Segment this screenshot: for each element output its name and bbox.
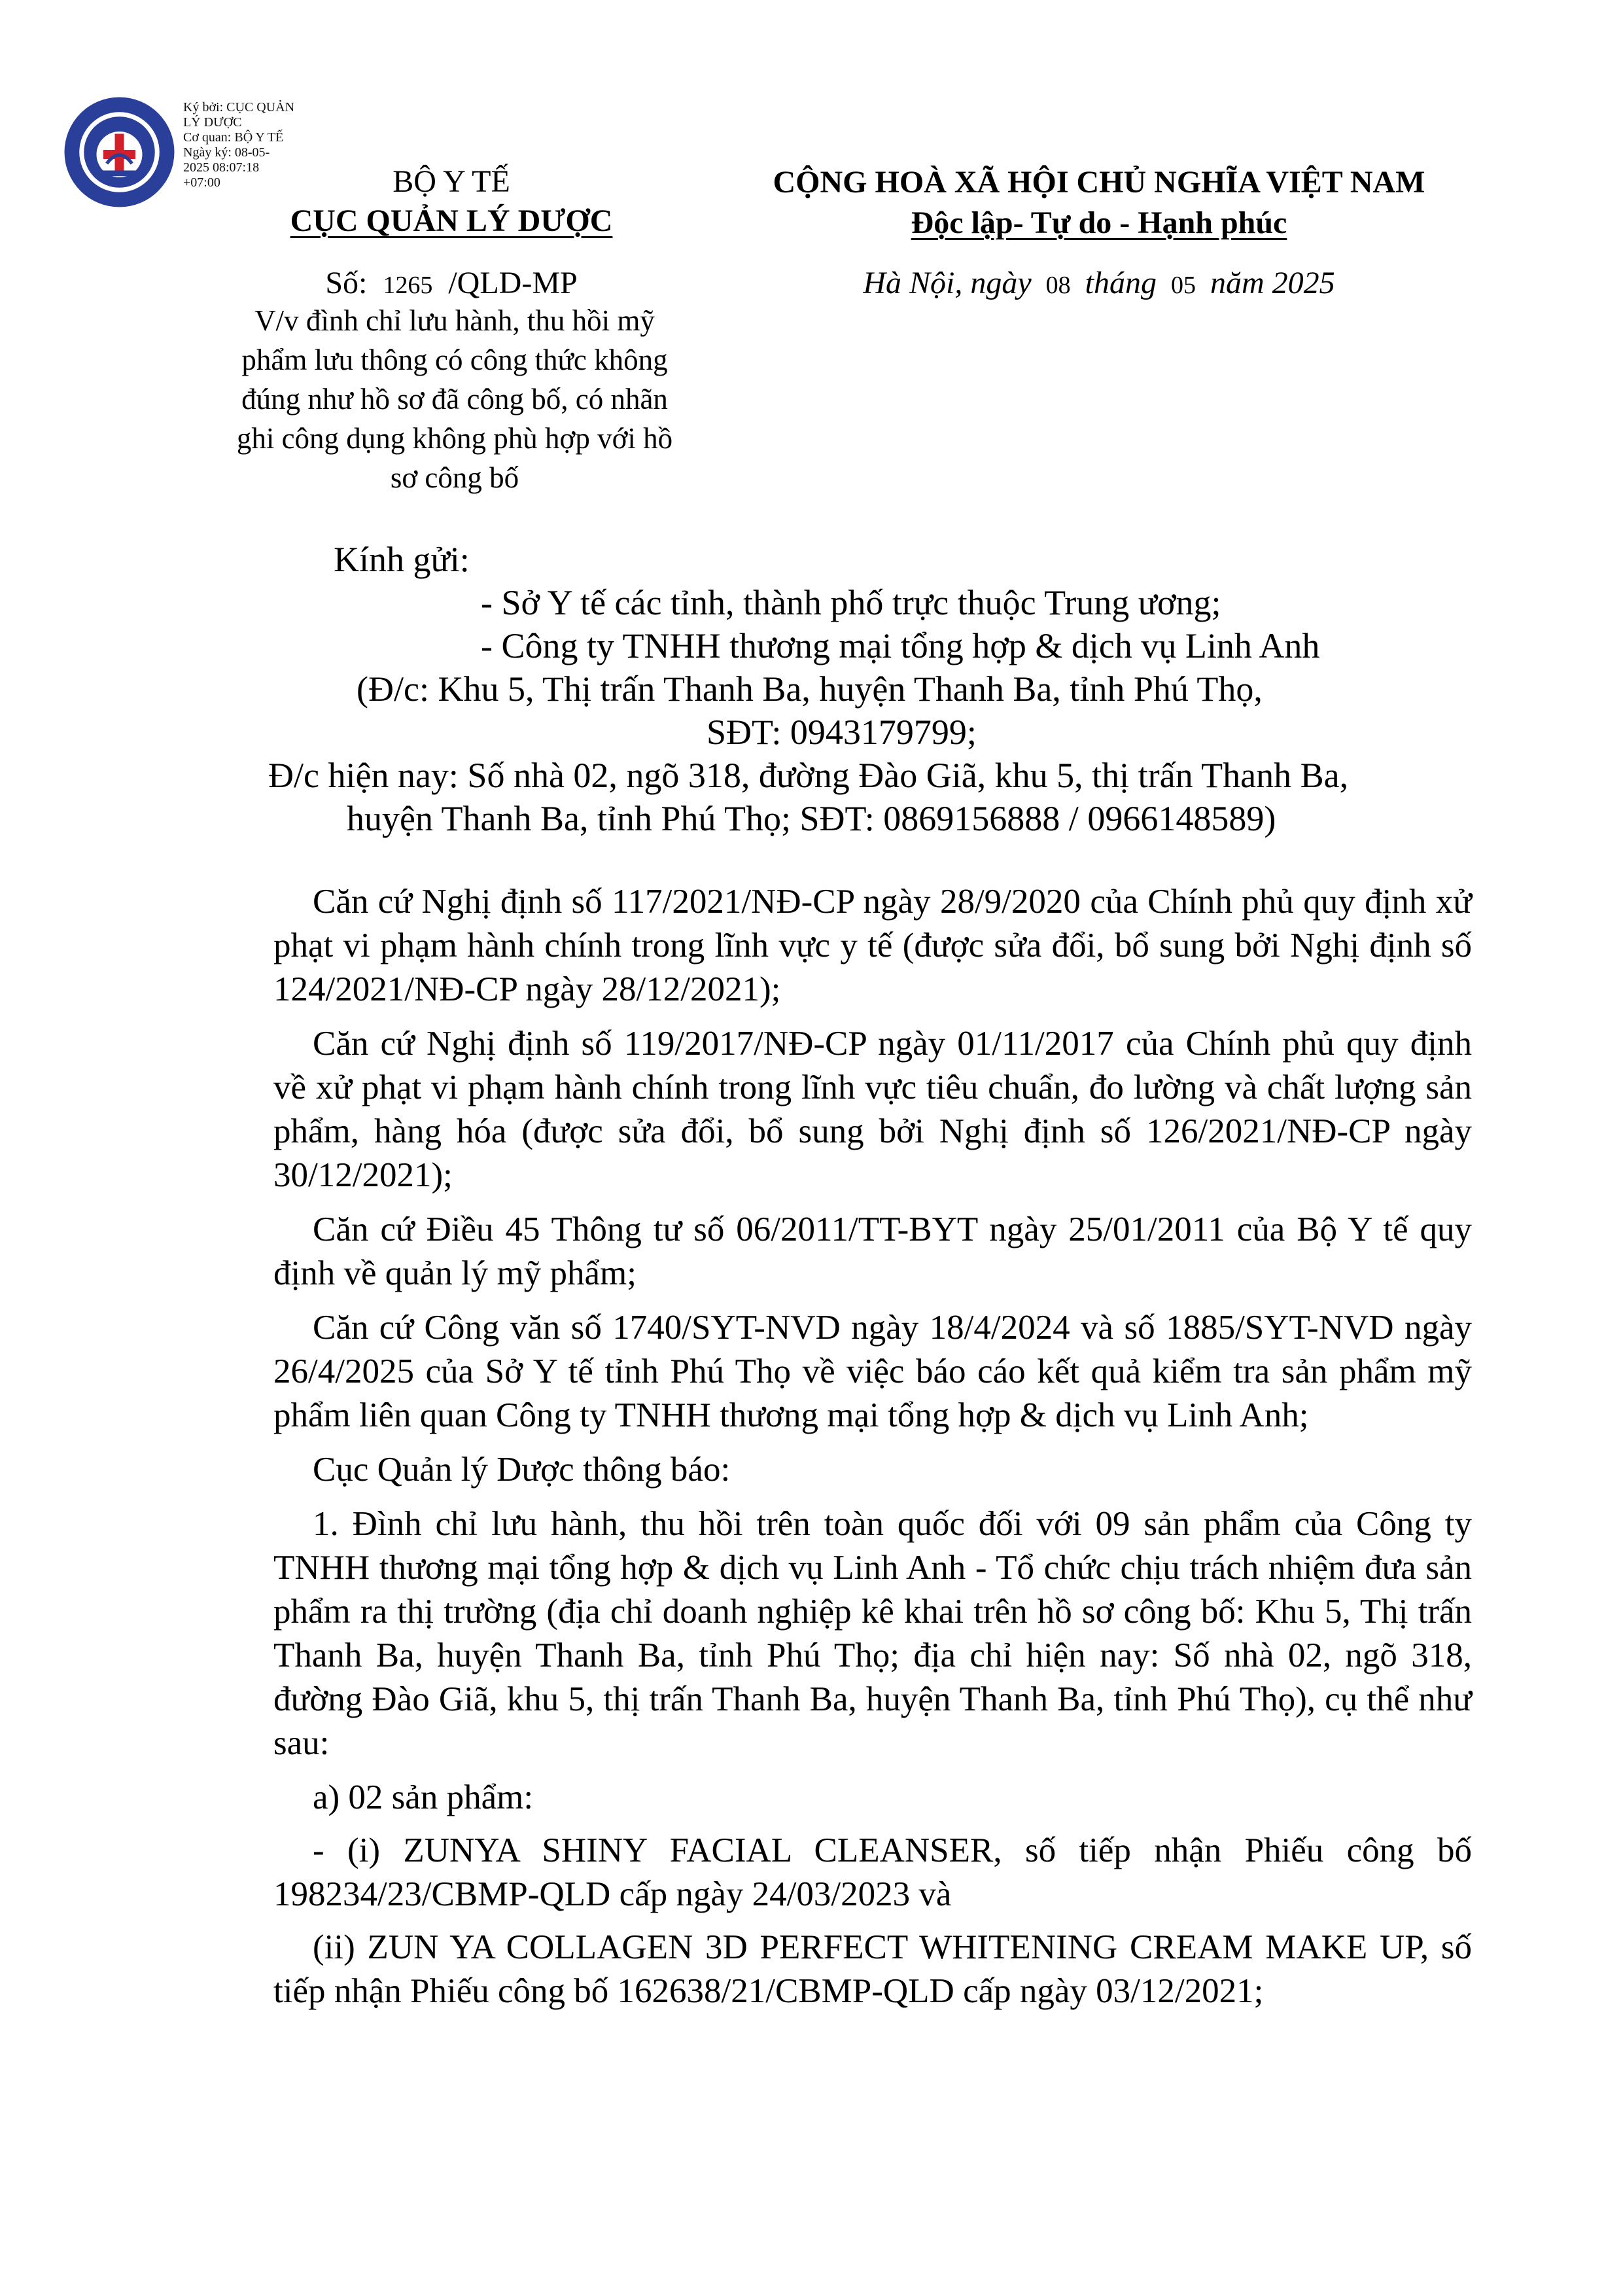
decision-item-1: 1. Đình chỉ lưu hành, thu hồi trên toàn quốc đối với 09 sản phẩm của Công ty TNHH thương mại tổng hợp & dịch vụ Linh Anh - Tổ chức chịu trách nhiệm đưa sản phẩm ra thị trường (địa chỉ doanh nghiệp kê khai trên hồ sơ công bố: Khu 5, Thị trấn Thanh Ba, huyện Thanh Ba, tỉnh Phú Thọ; địa chỉ hiện nay: Số nhà 02, ngõ 318, đường Đào Giã, khu 5, thị trấn Thanh Ba, huyện Thanh Ba, tỉnh Phú Thọ), cụ thể như sau: — [273, 1505, 1472, 1762]
doc-number-prefix: Số: — [325, 266, 368, 300]
sig-signed-by: Ký bởi: CỤC QUẢN — [183, 100, 295, 115]
basis-paragraph-3: Căn cứ Điều 45 Thông tư số 06/2011/TT-BYT ngày 25/01/2011 của Bộ Y tế quy định về quản lý mỹ phẩm; — [273, 1210, 1472, 1292]
doc-number-suffix: /QLD-MP — [448, 266, 578, 300]
national-motto: Độc lập- Tự do - Hạnh phúc — [911, 205, 1287, 240]
ministry-name: BỘ Y TẾ — [393, 164, 510, 199]
recipients-title: Kính gửi: — [334, 540, 470, 579]
place-label: Hà Nội, ngày — [863, 266, 1032, 300]
department-name: CỤC QUẢN LÝ DƯỢC — [290, 203, 613, 238]
sig-signed-by-cont: LÝ DƯỢC — [183, 115, 242, 130]
place-date — [707, 264, 1492, 305]
recipient-line-6: huyện Thanh Ba, tỉnh Phú Thọ; SĐT: 0869156888 / 0966148589) — [347, 799, 1276, 838]
sig-agency: Cơ quan: BỘ Y TẾ — [183, 130, 284, 145]
sig-tz: +07:00 — [183, 175, 220, 190]
date-day: 08 — [1045, 272, 1071, 299]
recipient-line-3: (Đ/c: Khu 5, Thị trấn Thanh Ba, huyện Thanh Ba, tỉnh Phú Thọ, — [357, 669, 1263, 709]
recipient-line-2: - Công ty TNHH thương mại tổng hợp & dịch vụ Linh Anh — [481, 626, 1320, 665]
announcement-intro: Cục Quản lý Dược thông báo: — [313, 1451, 731, 1489]
recipient-line-1: - Sở Y tế các tỉnh, thành phố trực thuộc Trung ương; — [481, 583, 1221, 622]
document-number — [216, 264, 687, 305]
document-body — [273, 880, 1472, 2022]
basis-paragraph-1: Căn cứ Nghị định số 117/2021/NĐ-CP ngày 28/9/2020 của Chính phủ quy định xử phạt vi phạm hành chính trong lĩnh vực y tế (được sửa đổi, bổ sung bởi Nghị định số 124/2021/NĐ-CP ngày 28/12/2021); — [273, 883, 1472, 1008]
country-name: CỘNG HOÀ XÃ HỘI CHỦ NGHĨA VIỆT NAM — [773, 165, 1425, 200]
document-subject: V/v đình chỉ lưu hành, thu hồi mỹ phẩm lưu thông có công thức không đúng như hồ sơ đã công bố, có nhãn ghi công dụng không phù hợp với hồ sơ công bố — [236, 304, 673, 494]
date-month: 05 — [1171, 272, 1196, 299]
issuer-header — [216, 162, 687, 241]
basis-paragraph-2: Căn cứ Nghị định số 119/2017/NĐ-CP ngày 01/11/2017 của Chính phủ quy định về xử phạt vi phạm hành chính trong lĩnh vực tiêu chuẩn, đo lường và chất lượng sản phẩm, hàng hóa (được sửa đổi, bổ sung bởi Nghị định số 126/2021/NĐ-CP ngày 30/12/2021); — [273, 1025, 1472, 1194]
product-item-ii: (ii) ZUN YA COLLAGEN 3D PERFECT WHITENING CREAM MAKE UP, số tiếp nhận Phiếu công bố 162638/21/CBMP-QLD cấp ngày 03/12/2021; — [273, 1928, 1472, 2010]
recipient-line-5: Đ/c hiện nay: Số nhà 02, ngõ 318, đường Đào Giã, khu 5, thị trấn Thanh Ba, — [268, 756, 1349, 795]
basis-paragraph-4: Căn cứ Công văn số 1740/SYT-NVD ngày 18/4/2024 và số 1885/SYT-NVD ngày 26/4/2025 của Sở Y tế tỉnh Phú Thọ về việc báo cáo kết quả kiểm tra sản phẩm mỹ phẩm liên quan Công ty TNHH thương mại tổng hợp & dịch vụ Linh Anh; — [273, 1309, 1472, 1434]
doc-number: 1265 — [383, 272, 433, 299]
sig-date-cont: 2025 08:07:18 — [183, 160, 260, 175]
month-label: tháng — [1085, 266, 1157, 300]
sig-date: Ngày ký: 08-05- — [183, 145, 270, 160]
date-year: năm 2025 — [1210, 266, 1335, 300]
recipient-line-4: SĐT: 0943179799; — [707, 713, 977, 752]
product-item-i: - (i) ZUNYA SHINY FACIAL CLEANSER, số tiếp nhận Phiếu công bố 198234/23/CBMP-QLD cấp ngày 24/03/2023 và — [273, 1831, 1472, 1913]
products-group-a: a) 02 sản phẩm: — [313, 1778, 534, 1816]
ministry-seal-icon — [62, 95, 177, 209]
national-header — [707, 162, 1492, 243]
